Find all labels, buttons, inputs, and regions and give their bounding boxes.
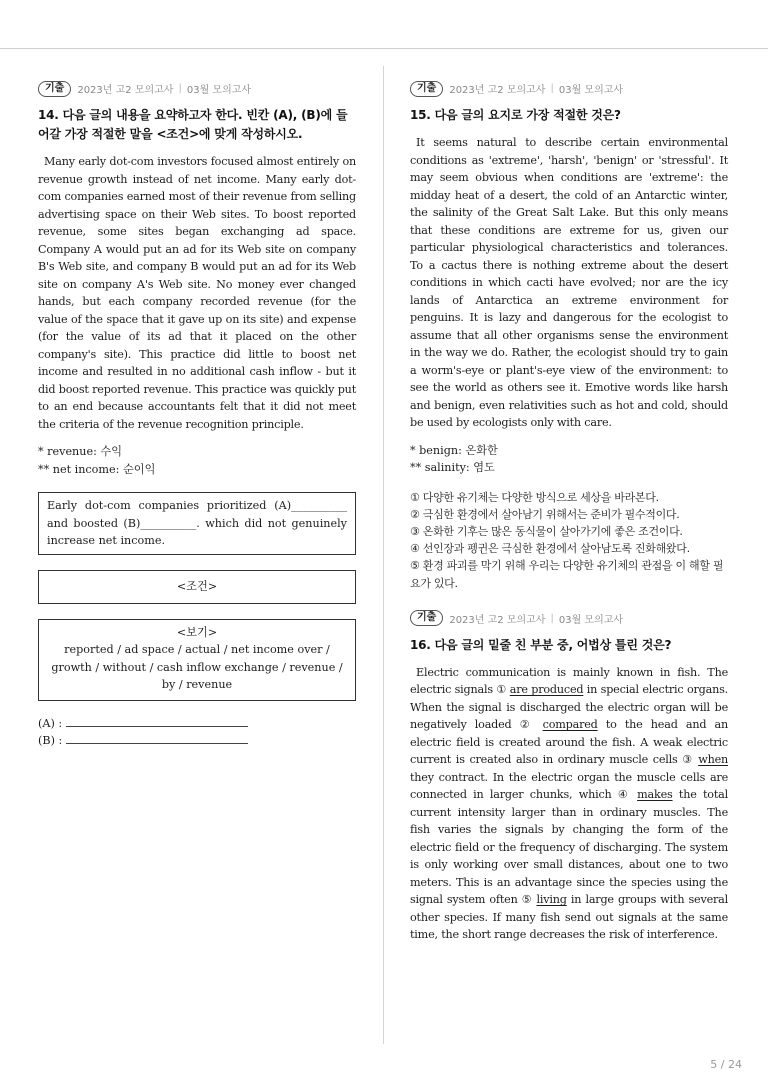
question-15-notes: [410, 442, 728, 477]
source-badge: 기출: [410, 81, 443, 97]
question-16-title: 16. 다음 글의 밑줄 친 부분 중, 어법상 틀린 것은?: [410, 637, 672, 652]
passage-text: Electric communication is mainly known in fish. The electric signals ①: [410, 665, 728, 697]
source-badge: 기출: [38, 81, 71, 97]
source-month: 03월 모의고사: [558, 614, 624, 626]
option-3[interactable]: ③ 온화한 기후는 많은 동식물이 살아가기에 좋은 조건이다.: [410, 524, 683, 538]
condition-box: <조건>: [38, 570, 356, 604]
bogi-words: reported / ad space / actual / net income over / growth / without / cash inflow exchange / revenue / by / revenue: [51, 643, 343, 691]
page-number: 5 / 24: [710, 1058, 742, 1071]
question-14-passage: Many early dot-com investors focused almost entirely on revenue growth instead of net income. Many early dot-com companies earned most of their revenue from selling advertising space on their Web sites. To boost reported revenue, some sites began exchanging ad space. Company A would put an ad for its Web site on company B's Web site, and company B would put an ad for its Web site on company A's Web site. No money ever changed hands, but each company recorded revenue (for the value of the space that it gave up on its site) and expense (for the value of its ad that it placed on the other company's site). This practice did little to boost net income and resulted in no additional cash inflow - but it did boost reported revenue. This practice was quickly put to an end because accountants felt that it did not meet the criteria of the revenue recognition principle.: [38, 155, 356, 431]
source-badge: 기출: [410, 610, 443, 626]
bogi-box: [38, 619, 356, 701]
answer-a-blank[interactable]: [66, 716, 248, 727]
right-column: [410, 80, 728, 944]
passage-text: in large groups with several other species. If many fish send out signals at the same time, the short range decreases the risk of interference.: [410, 893, 728, 942]
note-salinity: ** salinity: 염도: [410, 461, 495, 474]
answer-b-label: (B) :: [38, 734, 63, 747]
note-revenue: * revenue: 수익: [38, 445, 123, 458]
header-rule: [0, 48, 768, 49]
answer-lines: [38, 715, 356, 750]
source-tag: [410, 80, 728, 97]
underlined-1: are produced: [509, 683, 584, 697]
option-1[interactable]: ① 다양한 유기체는 다양한 방식으로 세상을 바라본다.: [410, 490, 659, 504]
question-15-passage: It seems natural to describe certain environmental conditions as 'extreme', 'harsh', 'benign' or 'stressful'. It may seem obvious when conditions are 'extreme': the midday heat of a desert, the cold of an Antarctic winter, the salinity of the Great Salt Lake. But this only means that these conditions are extreme for us, given our particular physiological characteristics and tolerances. To a cactus there is nothing extreme about the desert conditions in which cacti have evolved; nor are the icy lands of Antarctica an extreme environment for penguins. It is lazy and dangerous for the ecologist to assume that all other organisms sense the environment in the way we do. Rather, the ecologist should try to gain a worm's-eye or plant's-eye view of the environment: to see the world as others see it. Emotive words like harsh and benign, even relativities such as hot and cold, should be used by ecologists only with care.: [410, 136, 728, 429]
tag-separator: |: [178, 83, 182, 94]
question-14-notes: [38, 443, 356, 478]
source-tag: [410, 610, 728, 627]
question-15-title: 15. 다음 글의 요지로 가장 적절한 것은?: [410, 108, 621, 122]
source-month: 03월 모의고사: [558, 85, 624, 96]
question-16-passage: [410, 664, 728, 944]
left-column: [38, 80, 356, 750]
bogi-label: <보기>: [176, 625, 218, 639]
passage-text: in special electric organs. When the signal is discharged the electric organ will be negatively loaded ②: [410, 683, 728, 732]
note-benign: * benign: 온화한: [410, 443, 498, 457]
source-month: 03월 모의고사: [186, 85, 252, 96]
summary-box: Early dot-com companies prioritized (A)__________ and boosted (B)__________. which did not genuinely increase net income.: [38, 492, 356, 555]
source-year: 2023년 고2 모의고사: [449, 85, 546, 96]
tag-separator: |: [550, 83, 554, 94]
underlined-2: compared: [542, 718, 598, 732]
source-year: 2023년 고2 모의고사: [449, 614, 546, 626]
option-4[interactable]: ④ 선인장과 펭귄은 극심한 환경에서 살아남도록 진화해왔다.: [410, 542, 690, 556]
underlined-3: when: [698, 753, 728, 767]
source-year: 2023년 고2 모의고사: [77, 85, 174, 96]
underlined-5: living: [536, 893, 567, 907]
question-14-title: 14. 다음 글의 내용을 요약하고자 한다. 빈칸 (A), (B)에 들어갈 가장 적절한 말을 <조건>에 맞게 작성하시오.: [38, 108, 348, 141]
note-net-income: ** net income: 순이익: [38, 462, 156, 476]
answer-b-row: [38, 732, 356, 750]
option-2[interactable]: ② 극심한 환경에서 살아남기 위해서는 준비가 필수적이다.: [410, 507, 680, 521]
passage-text: to the head and an electric field is created around the fish. A weak electric current is created also in ordinary muscle cells ③: [410, 718, 728, 767]
answer-a-row: [38, 715, 356, 733]
answer-b-blank[interactable]: [66, 733, 248, 744]
source-tag: [38, 80, 356, 97]
underlined-4: makes: [637, 788, 673, 802]
passage-text: they contract. In the electric organ the muscle cells are connected in larger chunks, which ④: [410, 770, 728, 802]
question-15-options: [410, 489, 728, 592]
passage-text: the total current intensity larger than in ordinary muscles. The fish varies the signals by changing the form of the electric field or the frequency of discharging. The system is only working over small distances, about one to two meters. This is an advantage since the species using the signal system often ⑤: [410, 788, 728, 907]
option-5[interactable]: ⑤ 환경 파괴를 막기 위해 우리는 다양한 유기체의 관점을 이 해할 필요가 있다.: [410, 559, 724, 590]
answer-a-label: (A) :: [38, 716, 63, 730]
tag-separator: |: [550, 612, 554, 624]
column-divider: [383, 66, 384, 1044]
